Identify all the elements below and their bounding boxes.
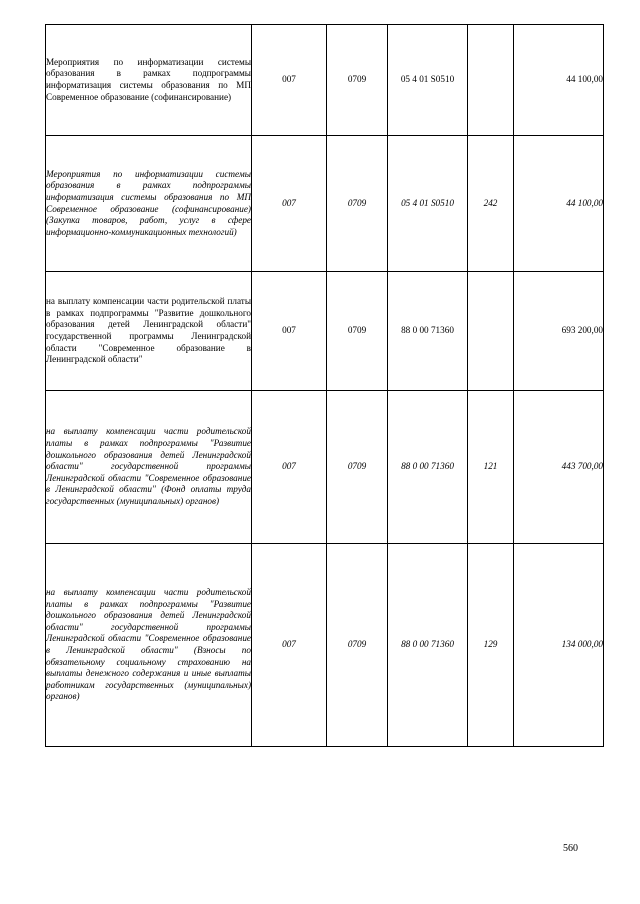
table-row <box>46 25 604 136</box>
expense-type-code: 121 <box>468 391 514 544</box>
target-article-code: 88 0 00 71360 <box>388 391 468 544</box>
page-number: 560 <box>563 843 578 854</box>
amount-cell: 44 100,00 <box>514 136 604 272</box>
target-article-code: 05 4 01 S0510 <box>388 25 468 136</box>
budget-table <box>45 24 604 747</box>
section-code: 0709 <box>327 544 388 747</box>
expense-type-code: 129 <box>468 544 514 747</box>
table-row <box>46 391 604 544</box>
row-description: на выплату компенсации части родительской платы в рамках подпрограммы "Развитие дошкольного образования детей Ленинградской области" государственной программы Ленинградской области "Современное образование в Ленинградской области" (Взносы по обязательному социальному страхованию на выплаты денежного содержания и иные выплаты работникам государственных (муниципальных) органов) <box>46 544 252 747</box>
expense-type-code: 242 <box>468 136 514 272</box>
amount-cell: 134 000,00 <box>514 544 604 747</box>
table-row <box>46 272 604 391</box>
amount-cell: 443 700,00 <box>514 391 604 544</box>
ministry-code: 007 <box>252 272 327 391</box>
ministry-code: 007 <box>252 544 327 747</box>
budget-table-body <box>46 25 604 747</box>
expense-type-code <box>468 272 514 391</box>
ministry-code: 007 <box>252 136 327 272</box>
amount-cell: 44 100,00 <box>514 25 604 136</box>
target-article-code: 88 0 00 71360 <box>388 544 468 747</box>
table-row <box>46 544 604 747</box>
target-article-code: 88 0 00 71360 <box>388 272 468 391</box>
row-description: Мероприятия по информатизации системы образования в рамках подпрограммы информатизация системы образования по МП Современное образование (софинансирование) <box>46 25 252 136</box>
section-code: 0709 <box>327 136 388 272</box>
row-description: Мероприятия по информатизации системы образования в рамках подпрограммы информатизация системы образования по МП Современное образование (софинансирование) (Закупка товаров, работ, услуг в сфере информационно-коммуникационных технологий) <box>46 136 252 272</box>
ministry-code: 007 <box>252 25 327 136</box>
row-description: на выплату компенсации части родительской платы в рамках подпрограммы "Развитие дошкольного образования детей Ленинградской области" государственной программы Ленинградской области "Современное образование в Ленинградской области" <box>46 272 252 391</box>
section-code: 0709 <box>327 272 388 391</box>
target-article-code: 05 4 01 S0510 <box>388 136 468 272</box>
table-row <box>46 136 604 272</box>
section-code: 0709 <box>327 391 388 544</box>
section-code: 0709 <box>327 25 388 136</box>
expense-type-code <box>468 25 514 136</box>
ministry-code: 007 <box>252 391 327 544</box>
row-description: на выплату компенсации части родительской платы в рамках подпрограммы "Развитие дошкольного образования детей Ленинградской области" государственной программы Ленинградской области "Современное образование в Ленинградской области" (Фонд оплаты труда государственных (муниципальных) органов) <box>46 391 252 544</box>
amount-cell: 693 200,00 <box>514 272 604 391</box>
